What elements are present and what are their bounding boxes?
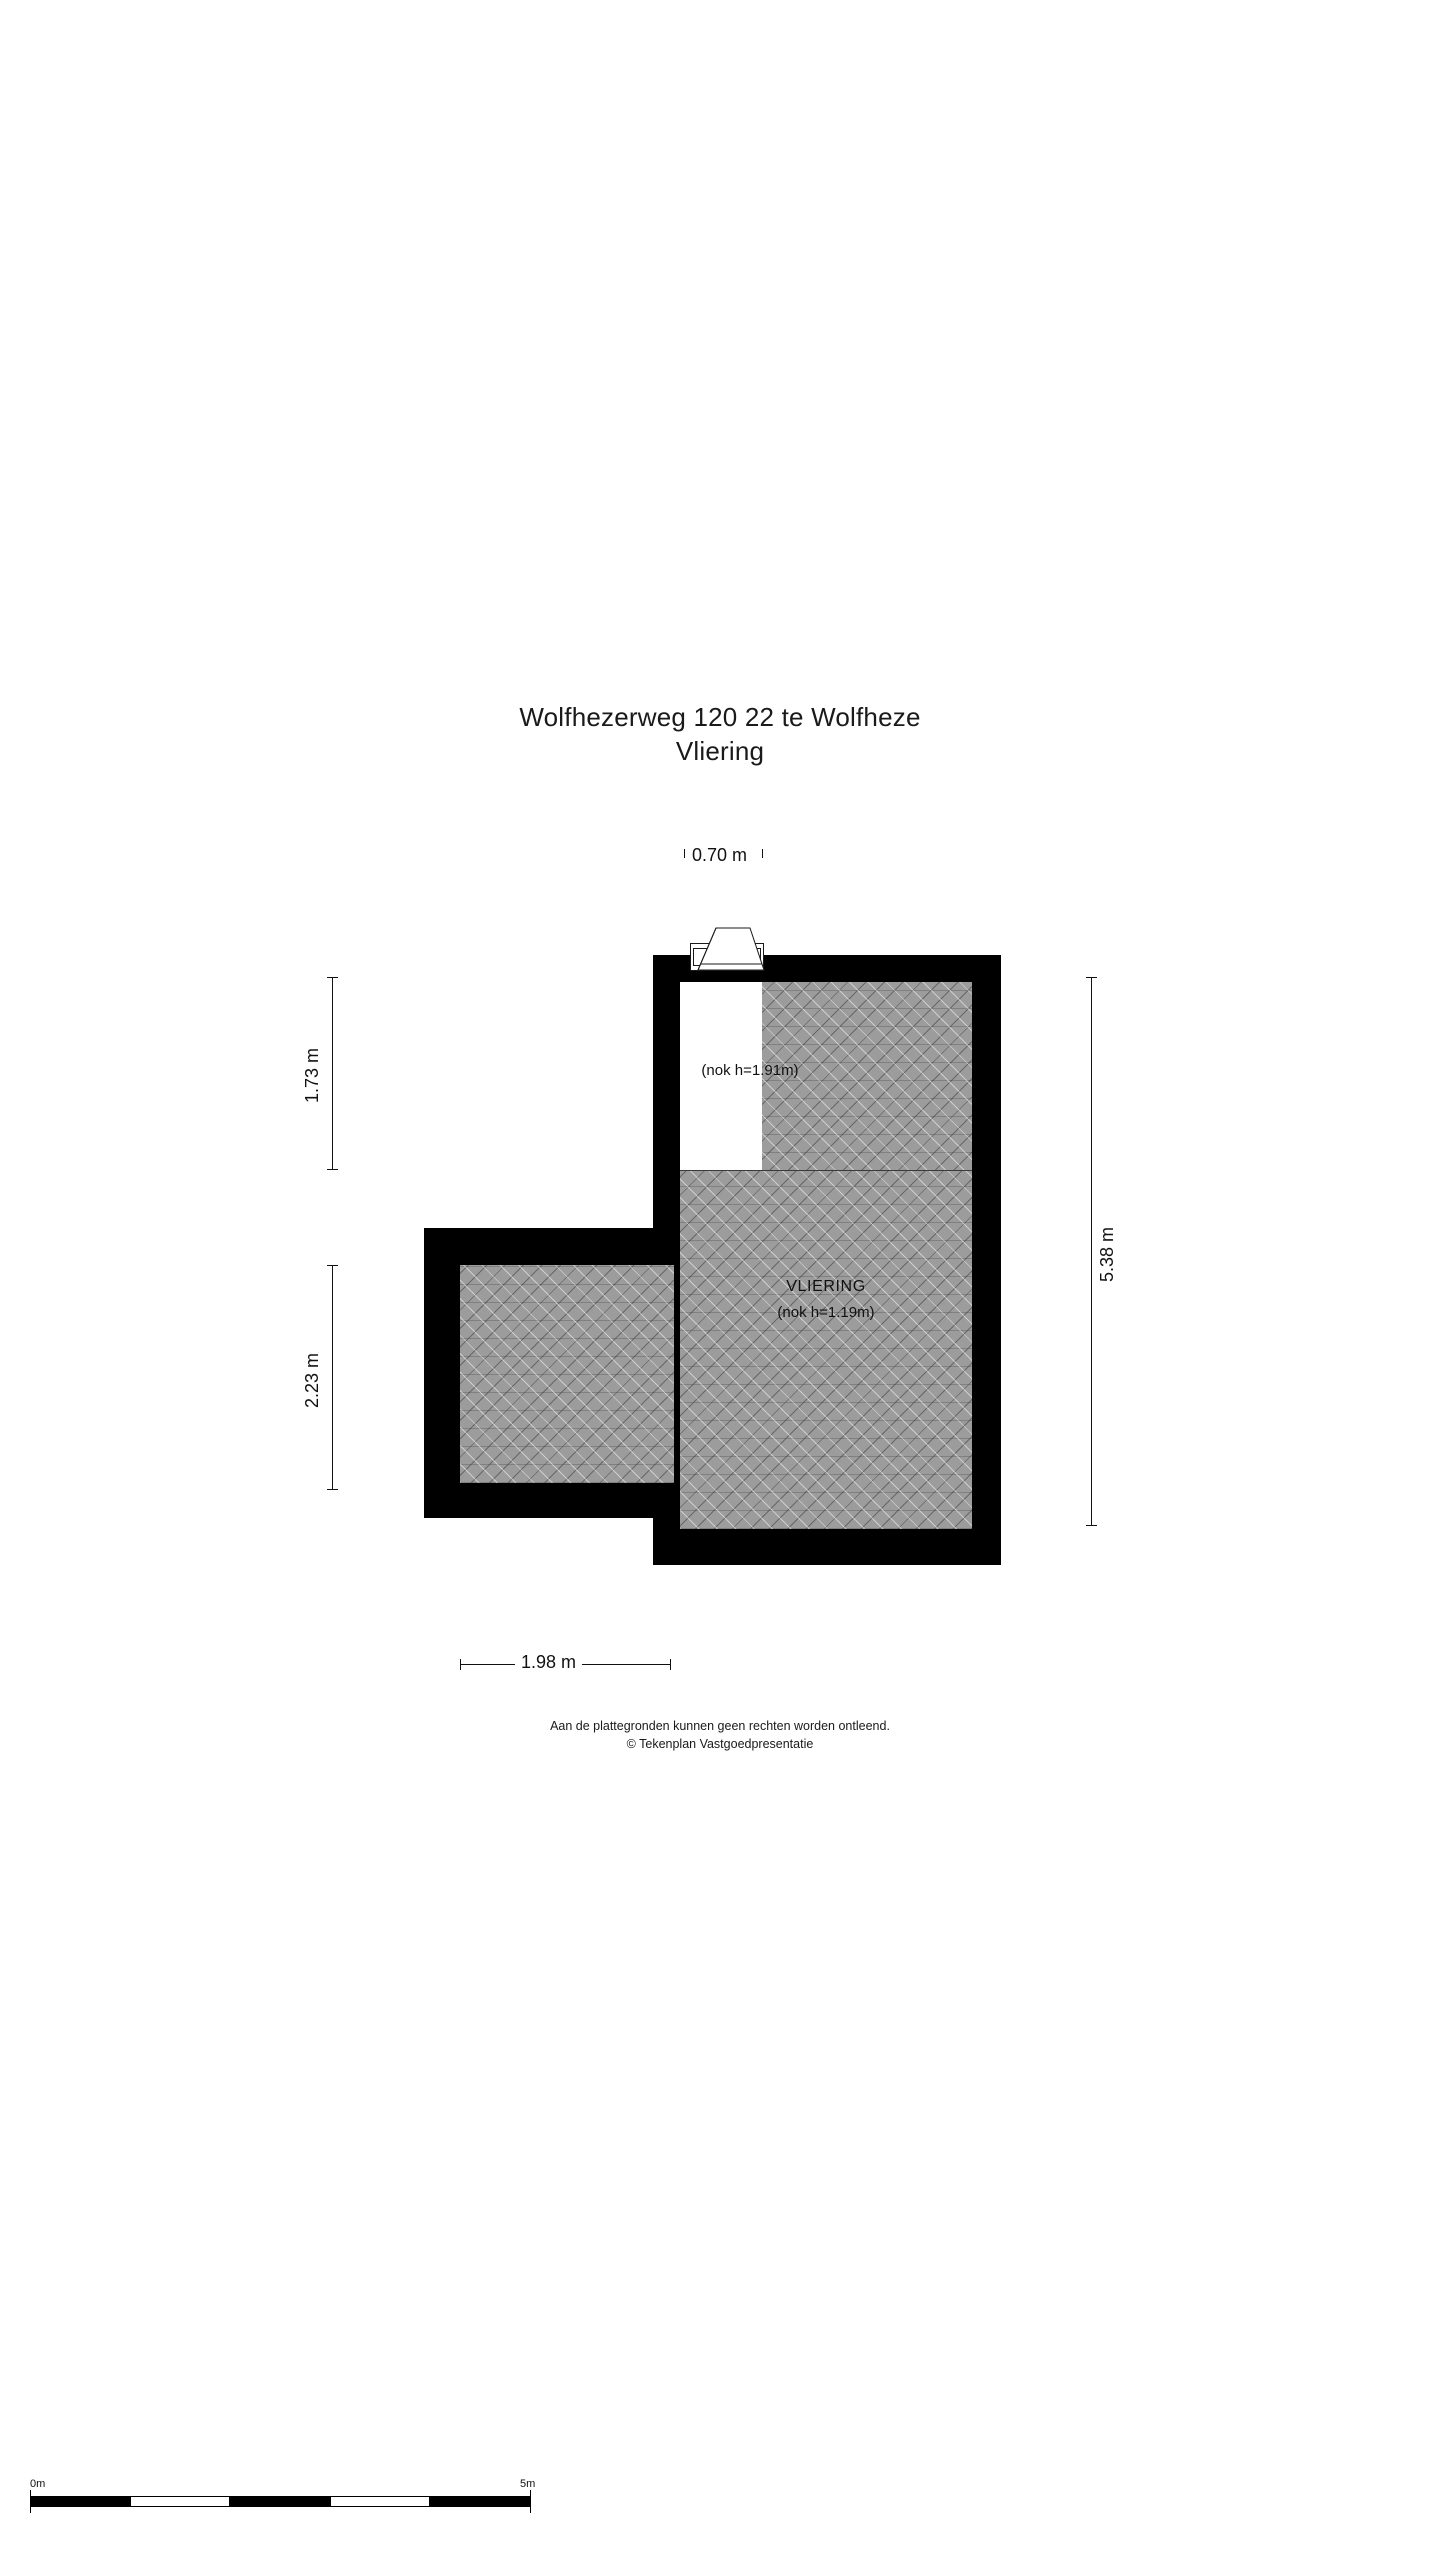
disclaimer-line-1: Aan de plattegronden kunnen geen rechten worden ontleend. xyxy=(550,1719,890,1733)
scale-bar-segment-5 xyxy=(430,2496,530,2507)
scale-bar-end-label: 5m xyxy=(520,2478,536,2490)
floor-hatch-main xyxy=(680,1171,972,1529)
dimension-bottom-label: 1.98 m xyxy=(515,1652,582,1673)
scale-bar-tick-end xyxy=(530,2490,531,2513)
dimension-right-label: 5.38 m xyxy=(1097,1226,1118,1283)
interior-divider xyxy=(680,1170,972,1171)
dimension-left-lower-line xyxy=(332,1265,333,1489)
floor-hatch-left xyxy=(460,1265,674,1483)
dimension-left-upper-label: 1.73 m xyxy=(302,1047,323,1104)
room-subtext-vliering: (nok h=1.19m) xyxy=(777,1304,875,1321)
disclaimer xyxy=(0,1718,1440,1754)
dimension-right-cap-bottom xyxy=(1086,1525,1097,1526)
dimension-bottom-cap-left xyxy=(460,1659,461,1670)
dimension-right-line xyxy=(1091,977,1092,1525)
scale-bar-segment-2 xyxy=(130,2496,230,2507)
dimension-top-label: 0.70 m xyxy=(692,845,748,865)
dimension-left-lower-cap-top xyxy=(327,1265,338,1266)
dimension-right-cap-top xyxy=(1086,977,1097,978)
dimension-left-upper-cap-bottom xyxy=(327,1169,338,1170)
dimension-bottom-cap-right xyxy=(670,1659,671,1670)
dimension-left-lower-cap-bottom xyxy=(327,1489,338,1490)
dormer-icon xyxy=(686,926,772,972)
dimension-left-lower-label: 2.23 m xyxy=(302,1352,323,1409)
scale-bar-start-label: 0m xyxy=(30,2478,46,2490)
scale-bar-segment-1 xyxy=(30,2496,130,2507)
room-subtext-upper: (nok h=1.91m) xyxy=(701,1062,799,1079)
scale-bar xyxy=(30,2478,536,2522)
dimension-top-tick-left xyxy=(684,849,685,858)
dimension-top-tick-right xyxy=(762,849,763,858)
title-address: Wolfhezerweg 120 22 te Wolfheze xyxy=(519,702,921,732)
scale-bar-segment-4 xyxy=(330,2496,430,2507)
scale-bar-segment-3 xyxy=(230,2496,330,2507)
room-label-vliering: VLIERING xyxy=(786,1278,866,1295)
title-floor: Vliering xyxy=(675,736,765,767)
disclaimer-line-2: © Tekenplan Vastgoedpresentatie xyxy=(626,1736,814,1751)
dimension-left-upper-cap-top xyxy=(327,977,338,978)
dimension-left-upper-line xyxy=(332,977,333,1169)
